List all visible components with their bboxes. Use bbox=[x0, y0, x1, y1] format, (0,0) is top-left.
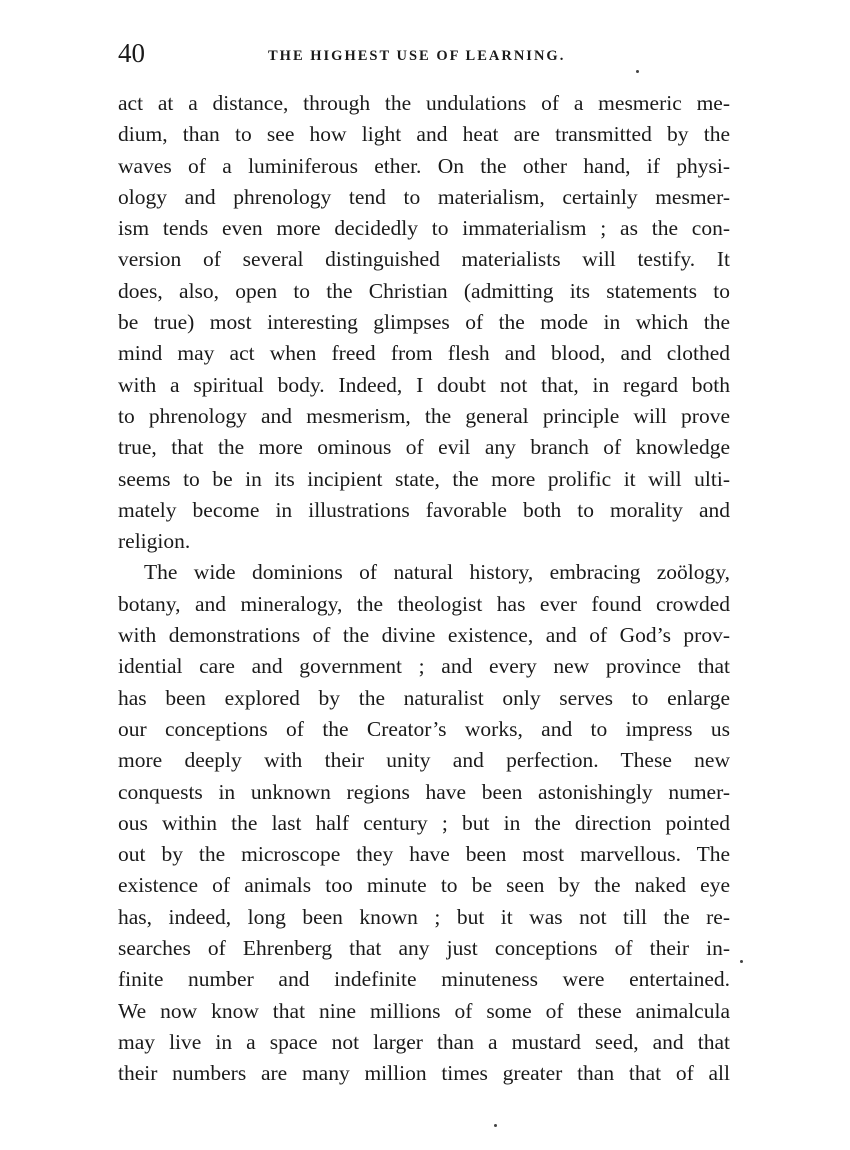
scan-speck bbox=[740, 960, 743, 963]
text-line: conquests in unknown regions have been astonishingly numer- bbox=[118, 779, 730, 804]
text-line: may live in a space not larger than a mustard seed, and that bbox=[118, 1029, 730, 1054]
text-line: waves of a luminiferous ether. On the other hand, if physi- bbox=[118, 153, 730, 178]
text-line: religion. bbox=[118, 529, 191, 554]
text-line: has been explored by the naturalist only serves to enlarge bbox=[118, 685, 730, 710]
running-head bbox=[118, 36, 730, 70]
text-line: out by the microscope they have been most marvellous. The bbox=[118, 842, 730, 867]
text-line: does, also, open to the Christian (admitting its statements to bbox=[118, 278, 730, 303]
text-line: to phrenology and mesmerism, the general principle will prove bbox=[118, 403, 730, 428]
text-line: act at a distance, through the undulations of a mesmeric me- bbox=[118, 91, 730, 115]
page-number: 40 bbox=[118, 38, 145, 68]
text-line: mind may act when freed from flesh and blood, and clothed bbox=[118, 341, 730, 366]
text-line: The wide dominions of natural history, embracing zoölogy, bbox=[144, 560, 730, 585]
text-line: with a spiritual body. Indeed, I doubt not that, in regard both bbox=[118, 372, 730, 397]
text-line: with demonstrations of the divine existence, and of God’s prov- bbox=[118, 623, 730, 648]
text-line: true, that the more ominous of evil any branch of knowledge bbox=[118, 435, 730, 460]
text-line: ism tends even more decidedly to immaterialism ; as the con- bbox=[118, 216, 730, 241]
text-line: version of several distinguished materialists will testify. It bbox=[118, 247, 730, 272]
text-line: their numbers are many million times greater than that of all bbox=[118, 1061, 730, 1086]
paragraph-1 bbox=[118, 88, 730, 557]
scan-speck bbox=[494, 1124, 497, 1127]
text-line: ous within the last half century ; but in the direction pointed bbox=[118, 810, 730, 835]
text-line: searches of Ehrenberg that any just conceptions of their in- bbox=[118, 936, 730, 961]
text-line: finite number and indefinite minuteness were entertained. bbox=[118, 967, 730, 992]
running-title: THE HIGHEST USE OF LEARNING. bbox=[268, 48, 566, 64]
text-line: botany, and mineralogy, the theologist has ever found crowded bbox=[118, 591, 730, 616]
text-line: existence of animals too minute to be seen by the naked eye bbox=[118, 873, 730, 898]
text-line: be true) most interesting glimpses of the mode in which the bbox=[118, 310, 730, 335]
text-line: more deeply with their unity and perfection. These new bbox=[118, 748, 730, 773]
text-line: dium, than to see how light and heat are transmitted by the bbox=[118, 122, 730, 147]
text-line: our conceptions of the Creator’s works, and to impress us bbox=[118, 716, 730, 741]
scan-speck bbox=[636, 70, 639, 73]
text-line: has, indeed, long been known ; but it was not till the re- bbox=[118, 904, 730, 929]
text-line: idential care and government ; and every new province that bbox=[118, 654, 730, 679]
text-line: seems to be in its incipient state, the more prolific it will ulti- bbox=[118, 466, 730, 491]
body-text bbox=[118, 88, 730, 1090]
paragraph-2 bbox=[118, 557, 730, 1089]
text-line: We now know that nine millions of some of these animalcula bbox=[118, 998, 730, 1023]
text-line: ology and phrenology tend to materialism, certainly mesmer- bbox=[118, 184, 730, 209]
text-line: mately become in illustrations favorable both to morality and bbox=[118, 497, 730, 522]
